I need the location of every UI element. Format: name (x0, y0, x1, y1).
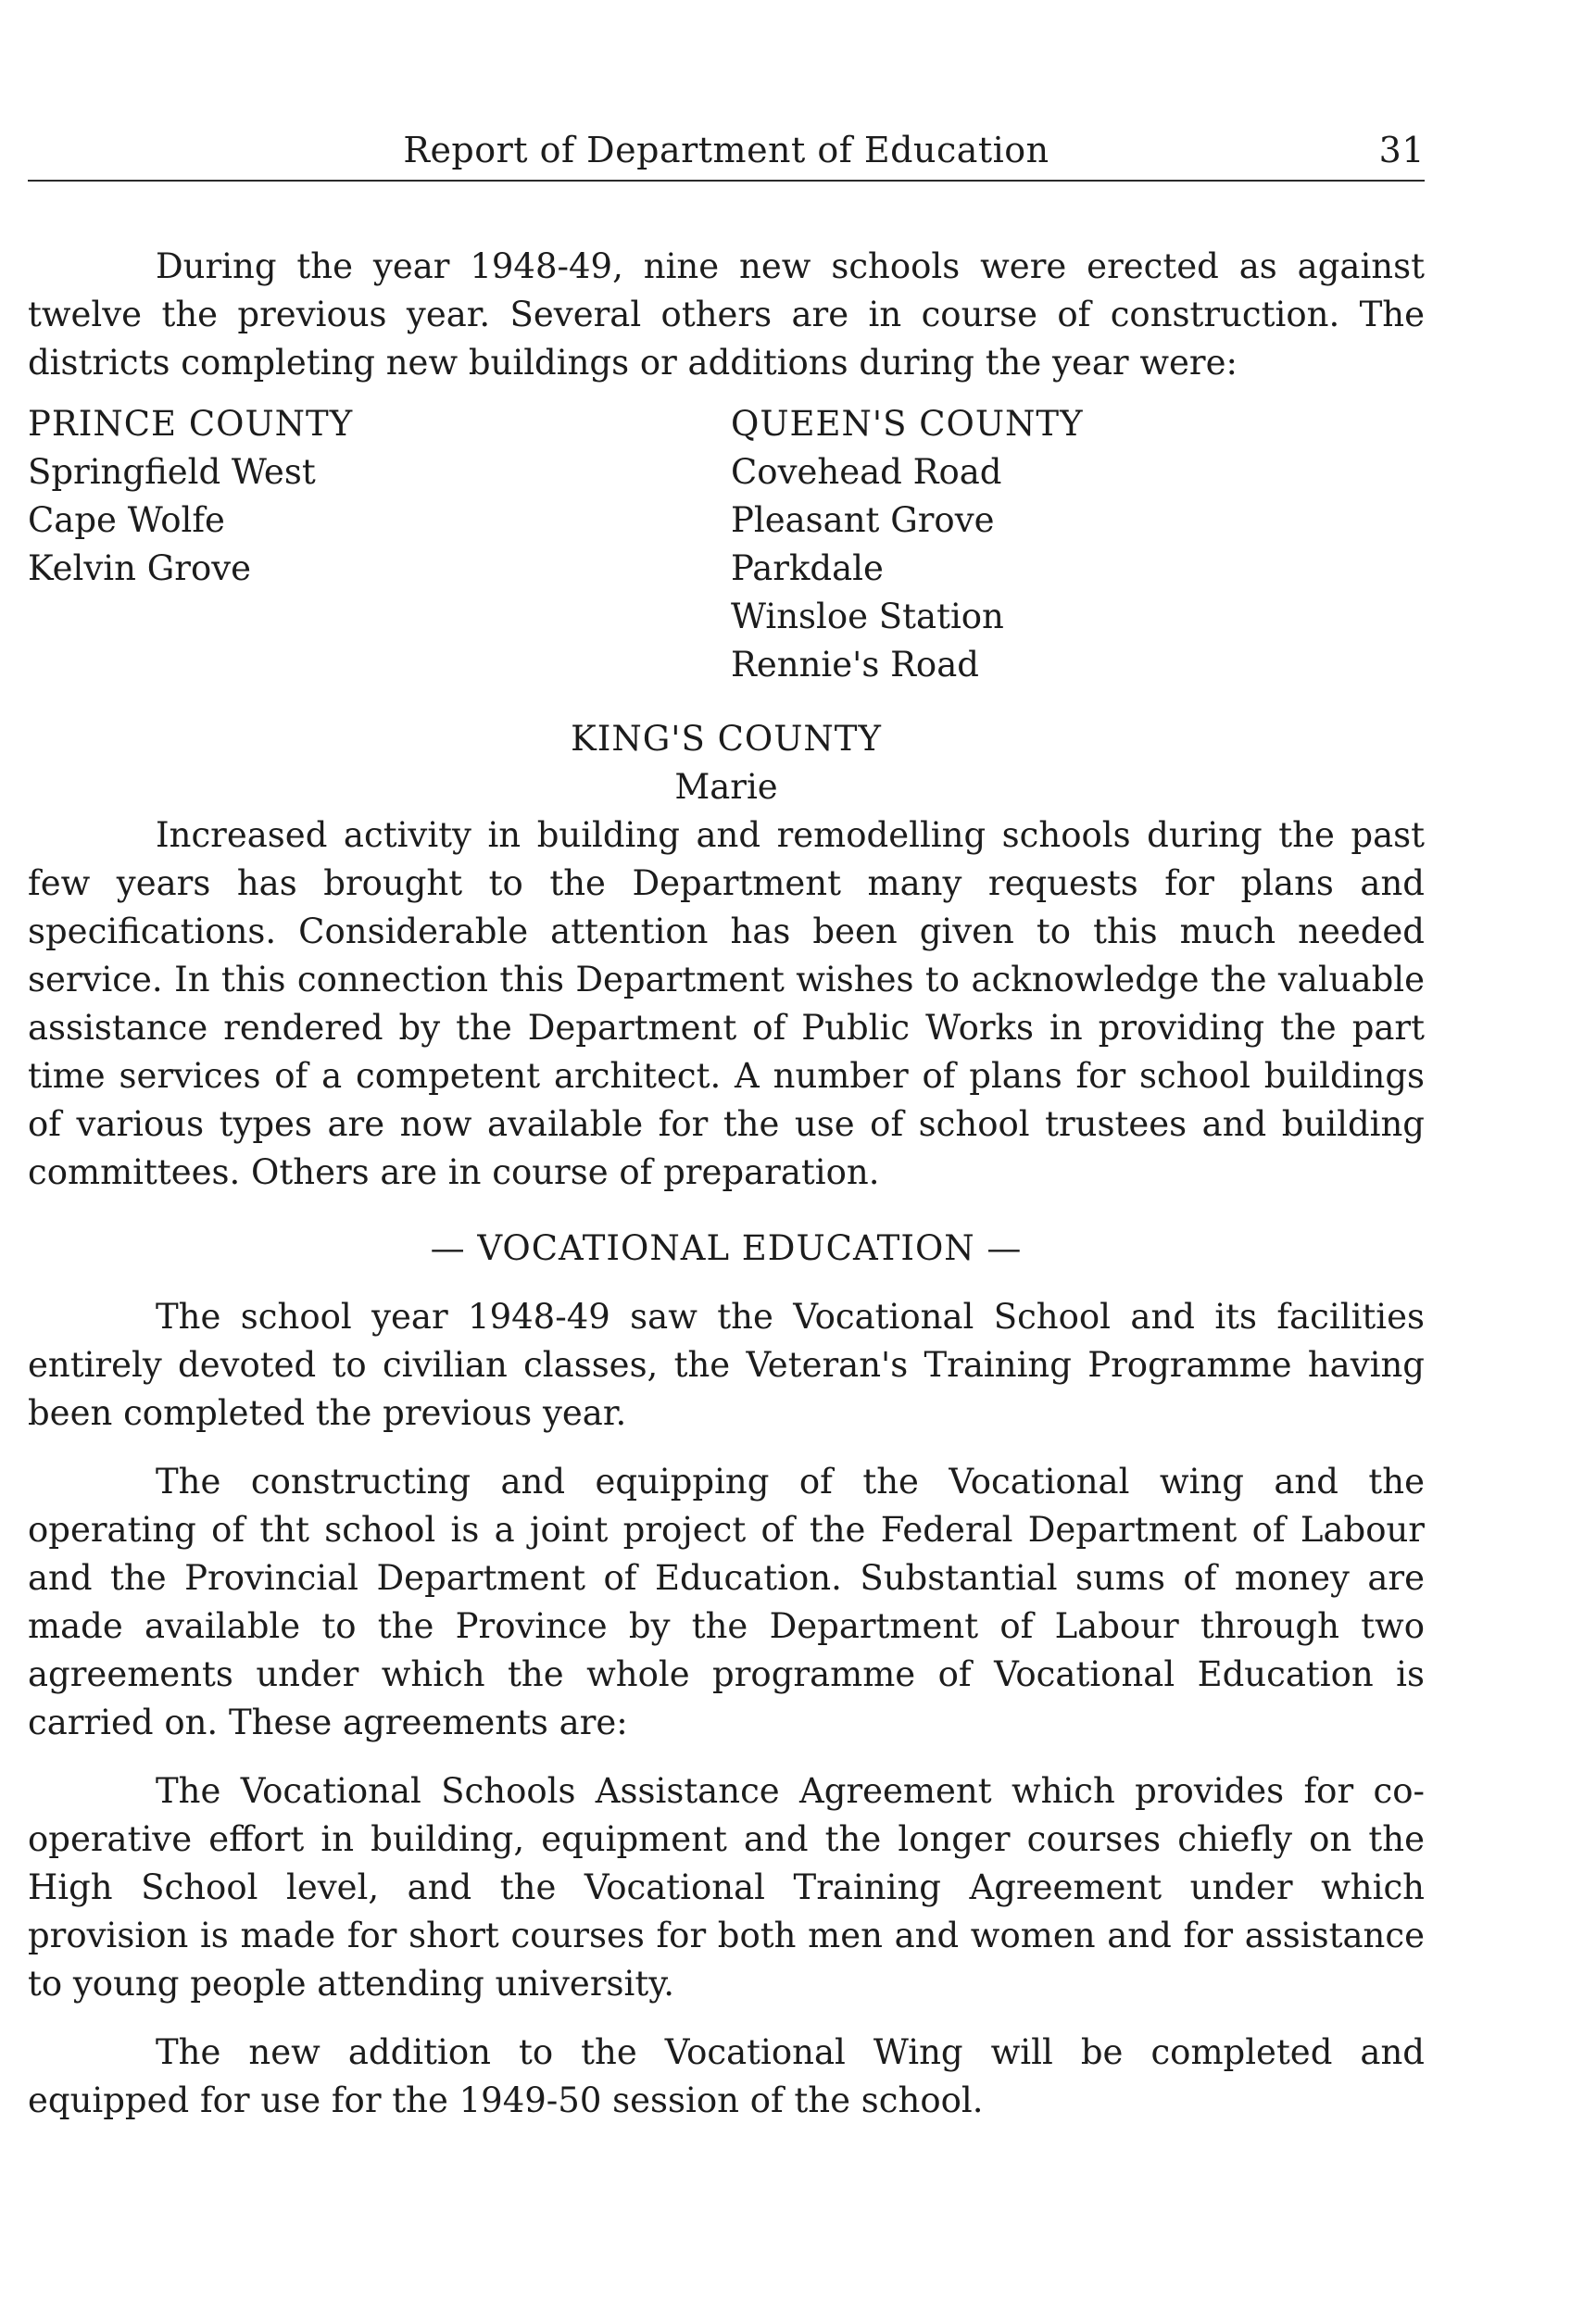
list-item: Cape Wolfe (28, 500, 225, 540)
list-item: Springfield West (28, 452, 316, 492)
vocational-education-heading: — VOCATIONAL EDUCATION — (430, 1228, 1023, 1268)
vocational-paragraph-2: The constructing and equipping of the Vocational wing and the operating of tht school is a joint project of the Federal Department of Labour and the Provincial Department of Education. Substantial sums of money are made available to the Province by the Department of Labour through two agreements under which the whole programme of Vocational Education is carried on. These agreements are: (28, 1462, 1425, 1742)
vocational-paragraph-1: The school year 1948-49 saw the Vocational School and its facilities entirely devoted to civilian classes, the Veteran's Training Programme having been completed the previous year. (28, 1297, 1425, 1433)
queens-county-list (722, 400, 1425, 689)
kings-county-heading: KING'S COUNTY (571, 719, 882, 759)
list-item: Kelvin Grove (28, 548, 252, 588)
vocational-paragraph-4: The new addition to the Vocational Wing will be completed and equipped for use for the 1949-50 session of the school. (28, 2032, 1425, 2120)
list-item: Rennie's Road (731, 645, 979, 685)
intro-paragraph: During the year 1948-49, nine new schools were erected as against twelve the previous year. Several others are in course of construction. The districts completing new buildings or additions during the year were: (28, 246, 1425, 383)
list-item: Parkdale (731, 548, 884, 588)
page-number: 31 (1378, 130, 1425, 170)
document-body (28, 243, 1425, 2125)
prince-county-list (28, 400, 722, 689)
running-header (28, 128, 1425, 182)
header-title: Report of Department of Education (403, 130, 1049, 170)
vocational-paragraph-3: The Vocational Schools Assistance Agreement which provides for co-operative effort in building, equipment and the longer courses chiefly on the High School level, and the Vocational Training Agreement under which provision is made for short courses for both men and women and for assistance to young people attending university. (28, 1771, 1425, 2004)
list-item: Winsloe Station (731, 597, 1004, 636)
list-item: Pleasant Grove (731, 500, 995, 540)
prince-county-heading: PRINCE COUNTY (28, 404, 354, 444)
list-item: Marie (674, 767, 778, 807)
queens-county-heading: QUEEN'S COUNTY (731, 404, 1084, 444)
list-item: Covehead Road (731, 452, 1002, 492)
county-columns (28, 400, 1425, 689)
building-paragraph: Increased activity in building and remodelling schools during the past few years has brought to the Department many requests for plans and specifications. Considerable attention has been given to this much needed service. In this connection this Department wishes to acknowledge the valuable assistance rendered by the Department of Public Works in providing the part time services of a competent architect. A number of plans for school buildings of various types are now available for the use of school trustees and building committees. Others are in course of preparation. (28, 815, 1425, 1192)
